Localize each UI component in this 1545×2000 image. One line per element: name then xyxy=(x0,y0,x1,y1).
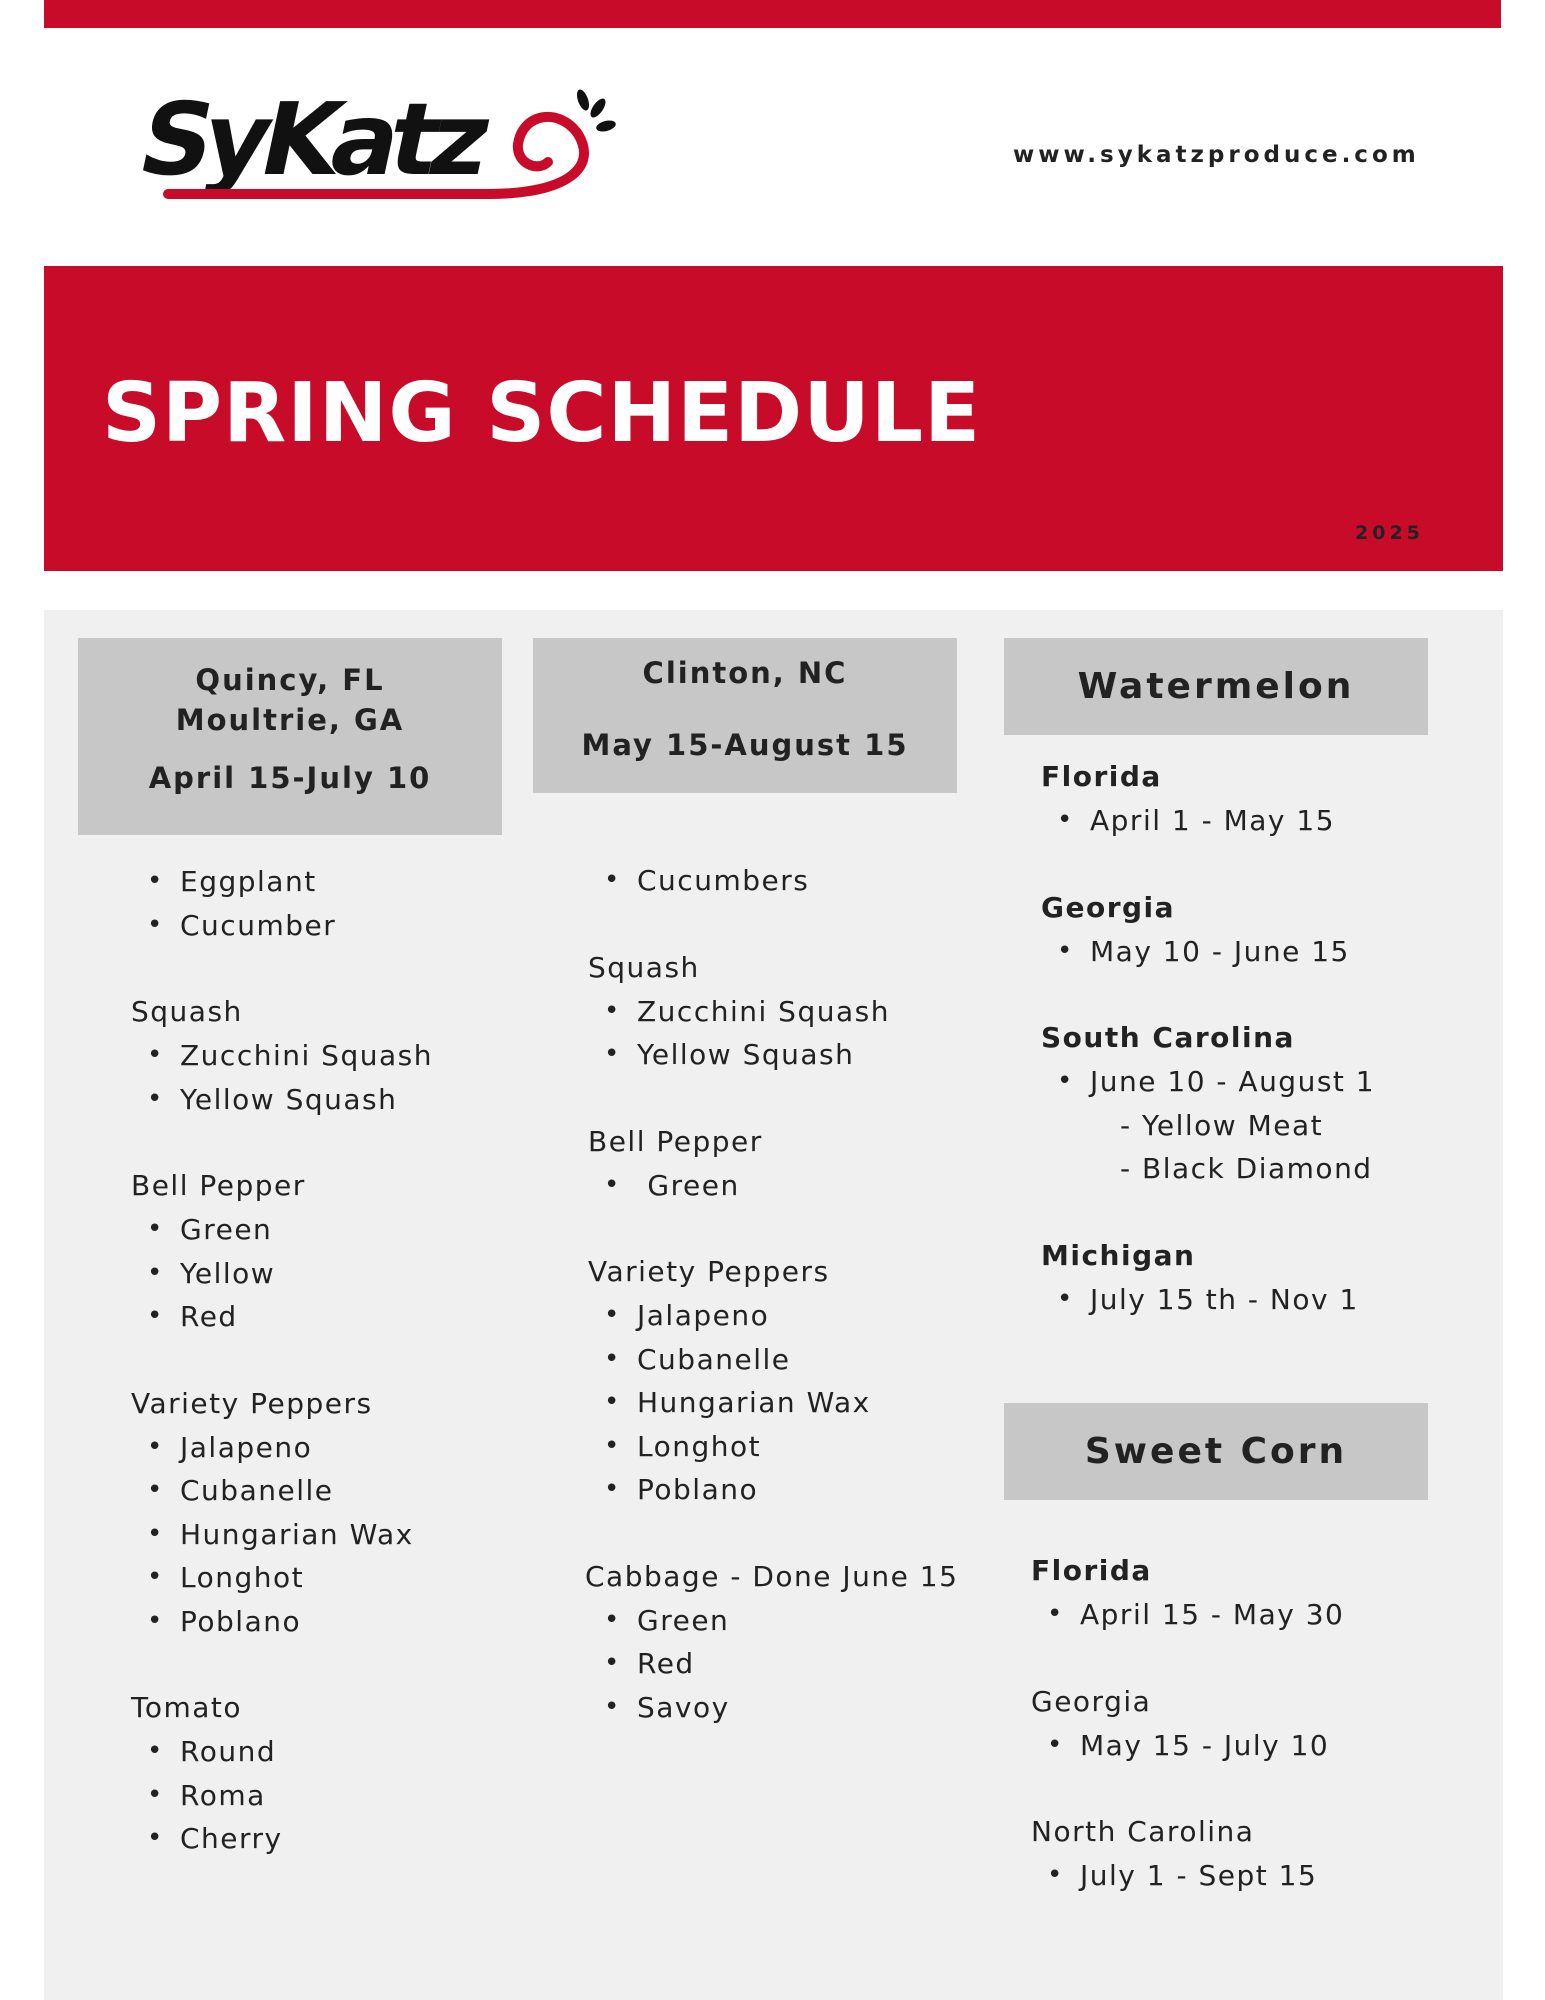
list-item: • Eggplant xyxy=(131,860,521,904)
sweet-corn-georgia-list xyxy=(1031,1724,1451,1768)
quincy-variety-list xyxy=(131,1426,521,1644)
watermelon-florida-list xyxy=(1041,799,1451,843)
watermelon-sc-list xyxy=(1041,1060,1451,1104)
list-item: • Green xyxy=(131,1208,521,1252)
clinton-bell-label: Bell Pepper xyxy=(588,1124,763,1158)
clinton-squash-label: Squash xyxy=(588,950,700,984)
list-item: • Longhot xyxy=(588,1425,988,1469)
list-item: • April 1 - May 15 xyxy=(1041,799,1451,843)
list-item: • Cucumber xyxy=(131,904,521,948)
clinton-variety-list xyxy=(588,1294,988,1512)
quincy-squash-label: Squash xyxy=(131,995,243,1028)
list-item: • Cherry xyxy=(131,1817,521,1861)
watermelon-column xyxy=(1041,755,1451,1321)
clinton-column xyxy=(585,859,988,1729)
clinton-header xyxy=(533,638,957,793)
quincy-location-2: Moultrie, GA xyxy=(175,703,405,737)
list-item: • July 15 th - Nov 1 xyxy=(1041,1278,1451,1322)
watermelon-sc-label: South Carolina xyxy=(1041,1021,1295,1054)
watermelon-michigan-list xyxy=(1041,1278,1451,1322)
list-item: • Yellow xyxy=(131,1252,521,1296)
watermelon-georgia-label: Georgia xyxy=(1041,890,1176,924)
watermelon-sc-variety: - Yellow Meat xyxy=(1120,1108,1324,1142)
sweet-corn-header xyxy=(1004,1403,1428,1500)
clinton-cabbage-label: Cabbage - Done June 15 xyxy=(585,1559,959,1593)
list-item: • Savoy xyxy=(588,1686,988,1730)
clinton-top-list xyxy=(588,859,988,903)
top-accent-bar xyxy=(44,0,1501,28)
clinton-location: Clinton, NC xyxy=(642,656,848,690)
schedule-year: 2025 xyxy=(1355,522,1424,544)
quincy-bell-list xyxy=(131,1208,521,1339)
list-item: • Red xyxy=(131,1295,521,1339)
quincy-tomato-label: Tomato xyxy=(131,1691,243,1724)
list-item: • Yellow Squash xyxy=(588,1033,988,1077)
watermelon-sc-variety: - Black Diamond xyxy=(1120,1152,1373,1185)
quincy-tomato-list xyxy=(131,1730,521,1861)
list-item: • Cubanelle xyxy=(131,1469,521,1513)
quincy-squash-list xyxy=(131,1034,521,1121)
list-item: • Cucumbers xyxy=(588,859,988,903)
logo-wordmark: SyKatz xyxy=(129,81,495,198)
clinton-bell-list xyxy=(588,1164,988,1208)
list-item: • Poblano xyxy=(588,1468,988,1512)
list-item: • Green xyxy=(588,1599,988,1643)
sweet-corn-florida-label: Florida xyxy=(1031,1554,1152,1587)
quincy-variety-label: Variety Peppers xyxy=(131,1386,373,1420)
watermelon-header xyxy=(1004,638,1428,735)
quincy-location-1: Quincy, FL xyxy=(195,663,385,697)
list-item: • Red xyxy=(588,1642,988,1686)
sweet-corn-column xyxy=(1031,1549,1451,1898)
list-item: • Jalapeno xyxy=(131,1426,521,1470)
list-item: • Longhot xyxy=(131,1556,521,1600)
quincy-bell-label: Bell Pepper xyxy=(131,1169,306,1202)
list-item: • May 15 - July 10 xyxy=(1031,1724,1451,1768)
quincy-column xyxy=(131,860,521,1861)
website-url[interactable]: www.sykatzproduce.com xyxy=(1013,142,1420,168)
clinton-squash-list xyxy=(588,990,988,1077)
list-item: • Zucchini Squash xyxy=(588,990,988,1034)
list-item: • Green xyxy=(588,1164,988,1208)
sweet-corn-georgia-label: Georgia xyxy=(1031,1684,1152,1718)
list-item: • Cubanelle xyxy=(588,1338,988,1382)
quincy-top-list xyxy=(131,860,521,947)
logo-leaf-icon xyxy=(575,88,617,133)
list-item: • Jalapeno xyxy=(588,1294,988,1338)
list-item: • Zucchini Squash xyxy=(131,1034,521,1078)
quincy-header xyxy=(78,638,502,835)
list-item: • May 10 - June 15 xyxy=(1041,930,1451,974)
watermelon-title: Watermelon xyxy=(1077,666,1355,707)
list-item: • Yellow Squash xyxy=(131,1078,521,1122)
watermelon-georgia-list xyxy=(1041,930,1451,974)
list-item: • Hungarian Wax xyxy=(131,1513,521,1557)
list-item: • July 1 - Sept 15 xyxy=(1031,1854,1451,1898)
list-item: • April 15 - May 30 xyxy=(1031,1593,1451,1637)
sweet-corn-nc-label: North Carolina xyxy=(1031,1815,1255,1848)
list-item: • June 10 - August 1 xyxy=(1041,1060,1451,1104)
sykatz-logo[interactable] xyxy=(128,72,628,222)
sweet-corn-title: Sweet Corn xyxy=(1084,1431,1348,1472)
list-item: • Poblano xyxy=(131,1600,521,1644)
clinton-date-range: May 15-August 15 xyxy=(581,728,909,762)
sweet-corn-nc-list xyxy=(1031,1854,1451,1898)
list-item: • Roma xyxy=(131,1774,521,1818)
watermelon-michigan-label: Michigan xyxy=(1041,1238,1196,1272)
sweet-corn-florida-list xyxy=(1031,1593,1451,1637)
page-title: SPRING SCHEDULE xyxy=(102,366,982,461)
quincy-date-range: April 15-July 10 xyxy=(148,761,432,795)
list-item: • Round xyxy=(131,1730,521,1774)
watermelon-florida-label: Florida xyxy=(1041,760,1162,793)
clinton-cabbage-list xyxy=(588,1599,988,1730)
list-item: • Hungarian Wax xyxy=(588,1381,988,1425)
title-banner xyxy=(44,266,1503,571)
clinton-variety-label: Variety Peppers xyxy=(588,1255,830,1288)
